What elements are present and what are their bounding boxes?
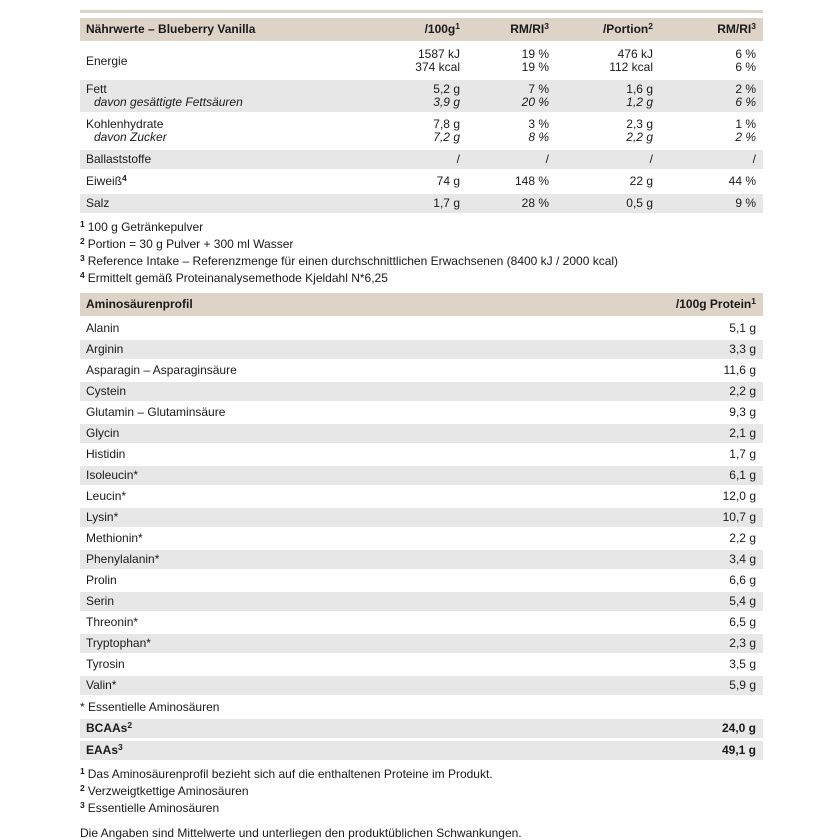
footnote-marker: 3 xyxy=(80,252,85,263)
amino-row-lysin xyxy=(80,508,763,527)
amino-label: Tyrosin xyxy=(86,657,125,671)
amino-value: 5,9 g xyxy=(729,678,756,692)
value-cell: 5,2 g xyxy=(433,82,460,96)
footnote-text: Portion = 30 g Pulver + 300 ml Wasser xyxy=(87,237,294,251)
amino-footnotes xyxy=(80,765,763,815)
footnote-ref: 3 xyxy=(118,741,123,752)
amino-title: Aminosäurenprofil xyxy=(86,297,193,311)
value-cell: / xyxy=(456,152,460,166)
footnote-text: Das Aminosäurenprofil bezieht sich auf die enthaltenen Proteine im Produkt. xyxy=(87,767,493,781)
value-cell: 2 % xyxy=(735,82,756,96)
footnote-marker: 3 xyxy=(80,799,85,810)
footnote-text: Ermittelt gemäß Proteinanalysemethode Kjeldahl N*6,25 xyxy=(87,271,388,285)
nutrition-footnotes xyxy=(80,218,763,285)
nutrition-table xyxy=(80,18,763,213)
value-cell: 2,3 g xyxy=(626,117,653,131)
nutrition-row-kohlenhydrate xyxy=(80,115,763,147)
amino-value: 11,6 g xyxy=(723,363,756,377)
value-cell: 22 g xyxy=(629,174,653,188)
amino-unit-header: /100g Protein$^1$ xyxy=(675,295,756,311)
amino-row-phenylalanin xyxy=(80,550,763,569)
value-cell: 6 % xyxy=(735,95,756,109)
amino-row-methionin xyxy=(80,529,763,548)
sub-row-label: davon Zucker xyxy=(94,130,167,144)
footnote-ref: 1 xyxy=(751,295,756,306)
amino-label: Leucin* xyxy=(86,489,127,503)
footnote-marker: 2 xyxy=(80,235,85,246)
nutrition-row-salz xyxy=(80,194,763,213)
amino-label: Prolin xyxy=(86,573,117,587)
amino-value: 2,1 g xyxy=(729,426,756,440)
row-label: Kohlenhydrate xyxy=(86,117,164,131)
col-header-rm-ri-portion: $RM/RI^3$ xyxy=(717,20,756,36)
value-cell: 7,8 g xyxy=(433,117,460,131)
amino-label: Threonin* xyxy=(86,615,139,629)
col-header-footnote-ref: 3 xyxy=(544,20,549,31)
amino-value: 5,4 g xyxy=(729,594,756,608)
amino-label: Histidin xyxy=(86,447,126,461)
amino-value: 2,2 g xyxy=(729,384,756,398)
value-cell: / xyxy=(752,152,756,166)
value-cell: 7 % xyxy=(528,82,549,96)
value-cell: 74 g xyxy=(436,174,460,188)
amino-label: Tryptophan* xyxy=(86,636,151,650)
amino-label: Glycin xyxy=(86,426,120,440)
footnote-ref: 2 xyxy=(127,719,133,730)
amino-row-isoleucin xyxy=(80,466,763,485)
amino-label: Isoleucin* xyxy=(86,468,139,482)
amino-row-glutamin xyxy=(80,403,763,422)
nutrition-header-row xyxy=(80,18,763,41)
footnote-marker: 1 xyxy=(80,218,85,229)
nutrition-row-eiweiss xyxy=(80,172,763,191)
value-cell: 20 % xyxy=(521,95,549,109)
amino-value: 3,5 g xyxy=(729,657,756,671)
row-label: Fett xyxy=(86,82,107,96)
value-cell: 112 kcal xyxy=(609,60,653,74)
footnote xyxy=(80,269,763,285)
row-label: Energie xyxy=(86,53,128,68)
amino-label: BCAAs$^2$ xyxy=(86,719,133,735)
amino-header-row xyxy=(80,293,763,316)
col-header-per-portion: /Portion$^2$ xyxy=(602,20,653,36)
amino-value: 10,7 g xyxy=(722,510,756,524)
amino-value: 3,3 g xyxy=(729,342,756,356)
amino-label: Glutamin – Glutaminsäure xyxy=(86,405,226,419)
row-label: Eiweiß$^4$ xyxy=(86,172,127,188)
nutrition-row-fett xyxy=(80,80,763,112)
amino-row-tryptophan xyxy=(80,634,763,653)
amino-value: 49,1 g xyxy=(721,743,756,757)
value-cell: 374 kcal xyxy=(415,60,460,74)
value-cell: 148 % xyxy=(514,174,549,188)
amino-value: 1,7 g xyxy=(729,447,756,461)
amino-row-leucin xyxy=(80,487,763,506)
footnote-marker: 2 xyxy=(80,782,85,793)
footnote xyxy=(80,799,763,815)
value-cell: 1 % xyxy=(735,117,756,131)
col-header-rm-ri-100g: $RM/RI^3$ xyxy=(510,20,549,36)
value-cell: 7,2 g xyxy=(433,130,460,144)
nutrition-title: Nährwerte – Blueberry Vanilla xyxy=(86,22,256,36)
amino-value: 6,1 g xyxy=(729,468,756,482)
value-cell: 1,2 g xyxy=(626,95,653,109)
footnote-text: Verzweigtkettige Aminosäuren xyxy=(87,784,249,798)
amino-value: 6,6 g xyxy=(729,573,756,587)
value-cell: 1,7 g xyxy=(433,196,460,210)
col-header-footnote-ref: 3 xyxy=(751,20,756,31)
value-cell: 0,5 g xyxy=(626,196,653,210)
amino-row-threonin xyxy=(80,613,763,632)
col-header-footnote-ref: 1 xyxy=(455,20,460,31)
value-cell: 1587 kJ xyxy=(417,47,460,61)
value-cell: 19 % xyxy=(521,60,549,74)
essential-amino-note: * Essentielle Aminosäuren xyxy=(80,700,220,714)
amino-row-glycin xyxy=(80,424,763,443)
amino-total-eaas xyxy=(80,741,763,760)
amino-value: 5,1 g xyxy=(729,321,756,335)
amino-value: 24,0 g xyxy=(721,721,756,735)
footnote-text: Reference Intake – Referenzmenge für einen durchschnittlichen Erwachsenen (8400 kJ / 2000 kcal) xyxy=(87,254,619,268)
amino-row-histidin xyxy=(80,445,763,464)
amino-row-prolin xyxy=(80,571,763,590)
amino-row-alanin xyxy=(80,319,763,338)
footnote-marker: 1 xyxy=(80,765,85,776)
value-cell: / xyxy=(545,152,549,166)
value-cell: 6 % xyxy=(735,60,756,74)
amino-label: Alanin xyxy=(86,321,120,335)
value-cell: 2,2 g xyxy=(626,130,653,144)
value-cell: 3 % xyxy=(528,117,549,131)
amino-total-bcaas xyxy=(80,719,763,738)
value-cell: 8 % xyxy=(528,130,549,144)
content-column xyxy=(80,10,763,840)
amino-row-asparagin xyxy=(80,361,763,380)
value-cell: 44 % xyxy=(728,174,756,188)
amino-label: Arginin xyxy=(86,342,124,356)
amino-value: 2,2 g xyxy=(729,531,756,545)
nutrition-row-ballaststoffe xyxy=(80,150,763,169)
amino-label: Methionin* xyxy=(86,531,143,545)
footnote-text: Essentielle Aminosäuren xyxy=(87,801,220,815)
value-cell: 2 % xyxy=(735,130,756,144)
amino-value: 9,3 g xyxy=(729,405,756,419)
row-label: Salz xyxy=(86,196,110,210)
amino-label: Valin* xyxy=(86,678,117,692)
amino-row-serin xyxy=(80,592,763,611)
value-cell: 19 % xyxy=(521,47,549,61)
footnote-marker: 4 xyxy=(80,269,85,280)
footnote xyxy=(80,218,763,234)
amino-label: Asparagin – Asparaginsäure xyxy=(86,363,237,377)
amino-value: 3,4 g xyxy=(729,552,756,566)
footnote-text: 100 g Getränkepulver xyxy=(87,220,204,234)
amino-label: Lysin* xyxy=(86,510,119,524)
amino-row-tyrosin xyxy=(80,655,763,674)
table-top-rule xyxy=(80,10,763,13)
col-header-per-100g: $/100g^1$ xyxy=(424,20,460,36)
amino-value: 6,5 g xyxy=(729,615,756,629)
sub-row-label: davon gesättigte Fettsäuren xyxy=(94,95,243,109)
amino-value: 12,0 g xyxy=(722,489,756,503)
col-header-footnote-ref: 2 xyxy=(648,20,653,31)
nutrition-row-energie xyxy=(80,45,763,77)
amino-label: Cystein xyxy=(86,384,127,398)
row-label: Ballaststoffe xyxy=(86,152,152,166)
footnote xyxy=(80,252,763,268)
value-cell: 3,9 g xyxy=(433,95,460,109)
footnote xyxy=(80,235,763,251)
value-cell: 6 % xyxy=(735,47,756,61)
value-cell: / xyxy=(649,152,653,166)
value-cell: 28 % xyxy=(521,196,549,210)
value-cell: 1,6 g xyxy=(626,82,653,96)
amino-label: EAAs$^3$ xyxy=(86,741,123,757)
amino-label: Serin xyxy=(86,594,115,608)
footnote xyxy=(80,765,763,781)
amino-row-arginin xyxy=(80,340,763,359)
value-cell: 9 % xyxy=(735,196,756,210)
amino-acid-table xyxy=(80,293,763,760)
amino-row-cystein xyxy=(80,382,763,401)
footnote xyxy=(80,782,763,798)
amino-value: 2,3 g xyxy=(729,636,756,650)
disclaimer-note: Die Angaben sind Mittelwerte und unterliegen den produktüblichen Schwankungen. xyxy=(80,826,522,840)
amino-label: Phenylalanin* xyxy=(86,552,160,566)
amino-row-valin xyxy=(80,676,763,695)
value-cell: 476 kJ xyxy=(617,47,653,61)
footnote-ref: 4 xyxy=(122,172,127,183)
